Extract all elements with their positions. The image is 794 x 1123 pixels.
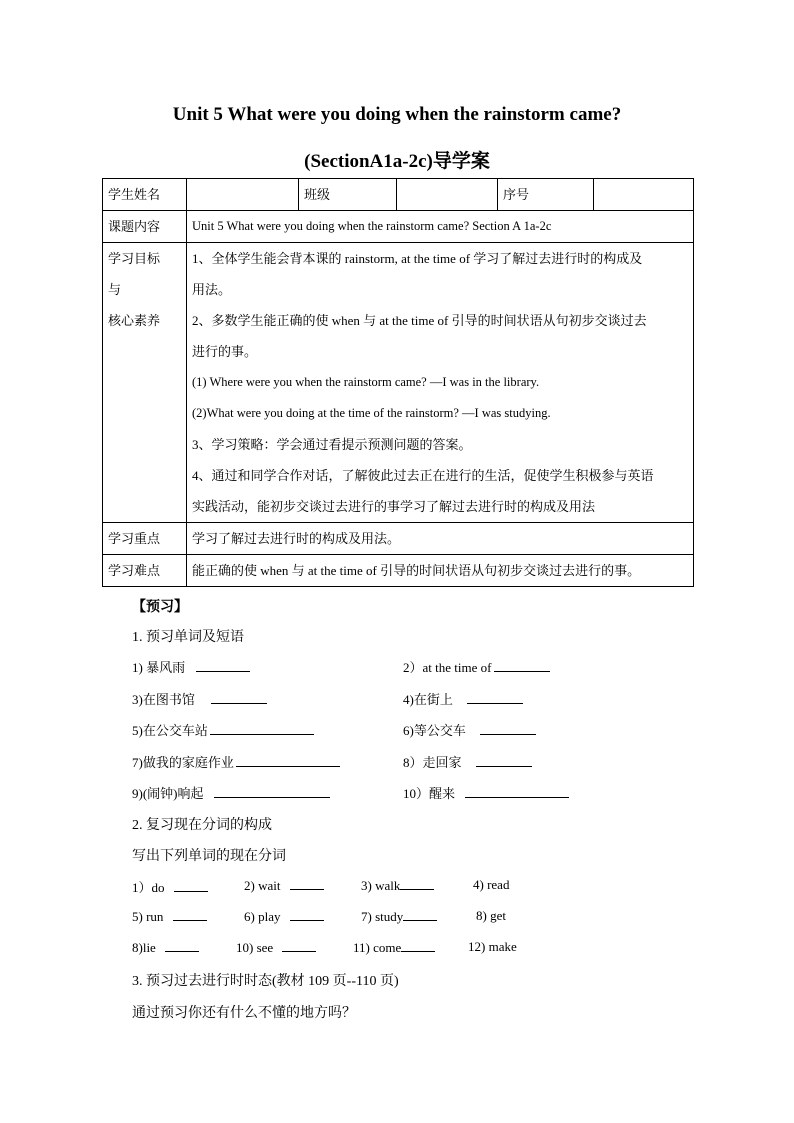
- answer-blank[interactable]: [465, 785, 569, 798]
- objective-line: 实践活动，能初步交谈过去进行的事学习了解过去进行时的构成及用法: [192, 499, 596, 514]
- answer-blank[interactable]: [214, 785, 330, 798]
- answer-blank[interactable]: [174, 879, 208, 892]
- seat-number-label: 序号: [498, 179, 594, 211]
- objective-line: 1、全体学生能会背本课的 rainstorm, at the time of 学习了解过去进行时的构成及: [192, 251, 643, 266]
- objectives-label: [103, 243, 187, 523]
- topic-label: 课题内容: [103, 211, 187, 243]
- objectives-label-line: 与: [108, 282, 122, 297]
- table-row: [103, 555, 694, 587]
- list-item: 5) run: [132, 908, 207, 925]
- difficulties-value: 能正确的使 when 与 at the time of 引导的时间状语从句初步交谈过去进行的事。: [187, 555, 694, 587]
- list-item: 1) 暴风雨: [132, 657, 250, 676]
- class-label: 班级: [299, 179, 397, 211]
- answer-blank[interactable]: [173, 908, 207, 921]
- objectives-label-line: 核心素养: [108, 313, 161, 328]
- list-item: 9)(闹钟)响起: [132, 783, 330, 802]
- answer-blank[interactable]: [210, 722, 314, 735]
- answer-blank[interactable]: [282, 939, 316, 952]
- table-row: [103, 523, 694, 555]
- document-title: Unit 5 What were you doing when the rainstorm came?: [172, 104, 622, 125]
- answer-blank[interactable]: [211, 691, 267, 704]
- objective-line: 4、通过和同学合作对话，了解彼此过去正在进行的生活，促使学生积极参与英语: [192, 468, 654, 483]
- list-item: 11) come: [353, 939, 435, 956]
- q3-title: 3. 预习过去进行时时态(教材 109 页--110 页): [132, 974, 399, 989]
- student-name-label: 学生姓名: [103, 179, 187, 211]
- objective-line: 进行的事。: [192, 344, 258, 359]
- answer-blank[interactable]: [290, 908, 324, 921]
- objective-line: 2、多数学生能正确的使 when 与 at the time of 引导的时间状语从句初步交谈过去: [192, 313, 647, 328]
- list-item: 6)等公交车: [403, 720, 536, 739]
- seat-number-field[interactable]: [594, 179, 694, 211]
- answer-blank[interactable]: [400, 877, 434, 890]
- list-item: 1）do: [132, 877, 208, 896]
- list-item: 2）at the time of: [403, 657, 550, 676]
- answer-blank[interactable]: [401, 939, 435, 952]
- objectives-label-line: 学习目标: [108, 251, 161, 266]
- q2-subtitle: 写出下列单词的现在分词: [132, 849, 286, 864]
- student-name-field[interactable]: [187, 179, 299, 211]
- list-item: 7)做我的家庭作业: [132, 752, 340, 771]
- answer-blank[interactable]: [165, 939, 199, 952]
- objective-line: 用法。: [192, 282, 232, 297]
- q3-question: 通过预习你还有什么不懂的地方吗？: [132, 1006, 356, 1021]
- list-item: 3)在图书馆: [132, 689, 267, 708]
- list-item: 7) study: [361, 908, 437, 925]
- document-subtitle: (SectionA1a-2c)导学案: [304, 151, 490, 172]
- list-item: 4)在街上: [403, 689, 523, 708]
- key-points-label: 学习重点: [103, 523, 187, 555]
- list-item: 8)lie: [132, 939, 199, 956]
- objective-line: (2)What were you doing at the time of the rainstorm? —I was studying.: [192, 406, 551, 420]
- list-item: 10) see: [236, 939, 316, 956]
- info-table: [102, 178, 694, 587]
- list-item: 10）醒来: [403, 783, 569, 802]
- objective-line: (1) Where were you when the rainstorm came? —I was in the library.: [192, 375, 540, 389]
- list-item: 8) get: [476, 908, 506, 923]
- list-item: 5)在公交车站: [132, 720, 314, 739]
- table-row: [103, 179, 694, 211]
- key-points-value: 学习了解过去进行时的构成及用法。: [187, 523, 694, 555]
- table-row: [103, 243, 694, 523]
- list-item: 12) make: [468, 939, 517, 954]
- answer-blank[interactable]: [476, 754, 532, 767]
- answer-blank[interactable]: [290, 877, 324, 890]
- difficulties-label: 学习难点: [103, 555, 187, 587]
- list-item: 2) wait: [244, 877, 324, 894]
- answer-blank[interactable]: [494, 659, 550, 672]
- topic-value: Unit 5 What were you doing when the rainstorm came? Section A 1a-2c: [187, 211, 694, 243]
- table-row: [103, 211, 694, 243]
- q2-title: 2. 复习现在分词的构成: [132, 818, 272, 833]
- list-item: 8）走回家: [403, 752, 532, 771]
- answer-blank[interactable]: [467, 691, 523, 704]
- list-item: 4) read: [473, 877, 510, 892]
- objectives-content: [187, 243, 694, 523]
- answer-blank[interactable]: [480, 722, 536, 735]
- objective-line: 3、学习策略：学会通过看提示预测问题的答案。: [192, 437, 472, 452]
- answer-blank[interactable]: [236, 754, 340, 767]
- class-field[interactable]: [397, 179, 498, 211]
- list-item: 6) play: [244, 908, 324, 925]
- answer-blank[interactable]: [196, 659, 250, 672]
- preview-heading: 【预习】: [132, 600, 188, 615]
- q1-title: 1. 预习单词及短语: [132, 630, 244, 645]
- list-item: 3) walk: [361, 877, 434, 894]
- answer-blank[interactable]: [403, 908, 437, 921]
